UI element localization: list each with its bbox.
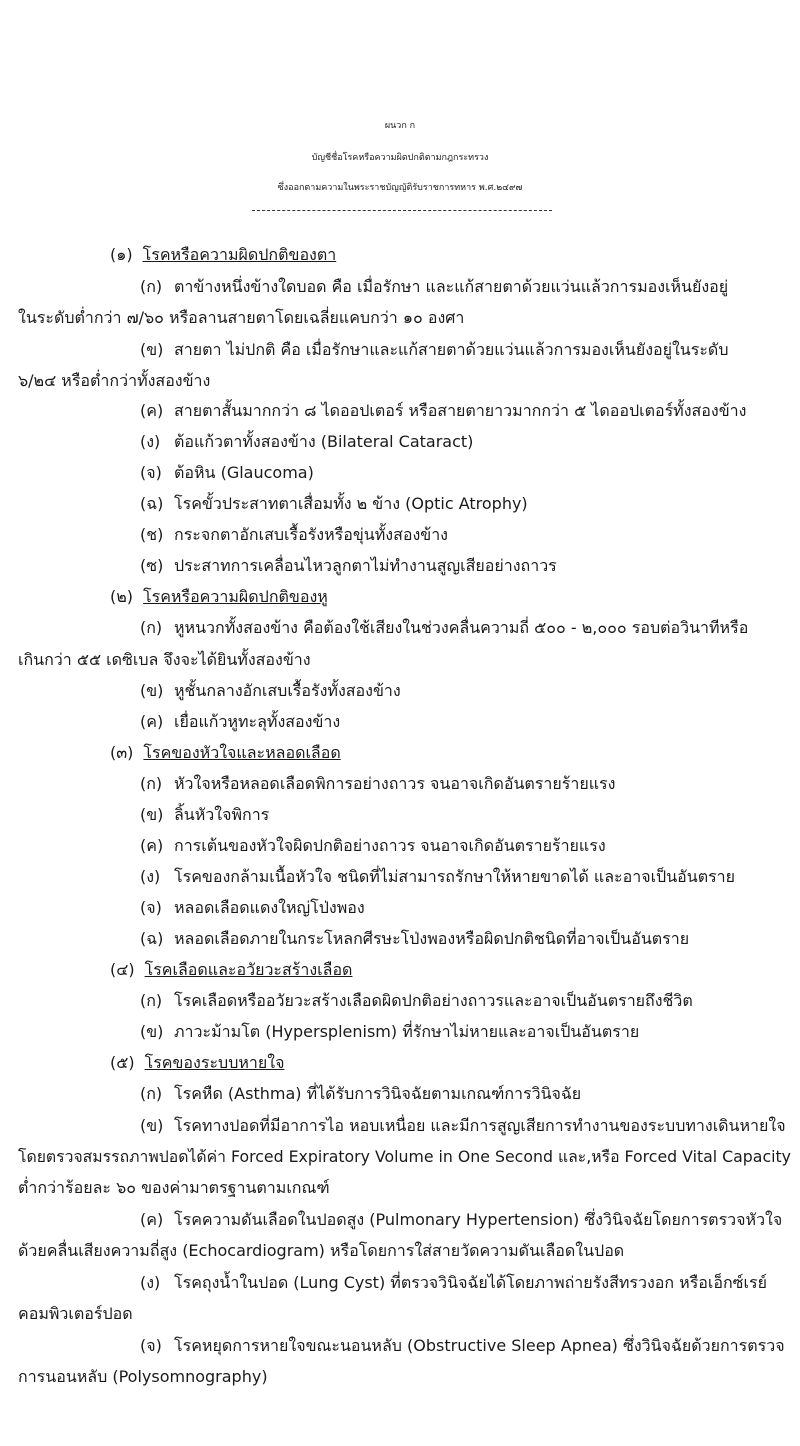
item-text: ตาข้างหนึ่งข้างใดบอด คือ เมื่อรักษา และแก้สายตาด้วยแว่นแล้วการมองเห็นยังอยู่ (174, 277, 729, 296)
item-label: (ซ) (140, 556, 164, 575)
item-text: กระจกตาอักเสบเรื้อรังหรือขุ่นทั้งสองข้าง (174, 525, 448, 544)
item-label: (ก) (140, 1084, 163, 1103)
item-text: ภาวะม้ามโต (Hypersplenism) ที่รักษาไม่หายและอาจเป็นอันตราย (174, 1022, 640, 1041)
item-text: โรคของกล้ามเนื้อหัวใจ ชนิดที่ไม่สามารถรักษาให้หายขาดได้ และอาจเป็นอันตราย (174, 867, 736, 886)
item-label: (ค) (140, 712, 164, 731)
list-item (140, 773, 615, 795)
item-text: หลอดเลือดแดงใหญ่โป่งพอง (174, 898, 365, 917)
list-item (140, 524, 448, 546)
section-heading (110, 1052, 284, 1074)
item-continuation: ๖/๒๔ หรือต่ำกว่าทั้งสองข้าง (18, 371, 211, 390)
list-item (140, 680, 401, 702)
section-number: (๕) (110, 1053, 135, 1072)
item-label: (ก) (140, 991, 163, 1010)
item-label: (ง) (140, 1273, 161, 1292)
list-item (140, 1115, 786, 1137)
item-label: (ฉ) (140, 929, 164, 948)
list-item (140, 339, 728, 361)
item-label: (ก) (140, 774, 163, 793)
section-heading (110, 586, 328, 608)
item-text: ประสาทการเคลื่อนไหวลูกตาไม่ทำงานสูญเสียอย่างถาวร (174, 556, 557, 575)
list-item (140, 928, 689, 950)
document-title: บัญชีชื่อโรคหรือความผิดปกติตามกฎกระทรวง (311, 153, 489, 163)
section-number: (๒) (110, 587, 134, 606)
item-text: โรคหยุดการหายใจขณะนอนหลับ (Obstructive Sleep Apnea) ซึ่งวินิจฉัยด้วยการตรวจ (174, 1336, 785, 1355)
list-item (140, 711, 340, 733)
item-text: สายตา ไม่ปกติ คือ เมื่อรักษาและแก้สายตาด้วยแว่นแล้วการมองเห็นยังอยู่ในระดับ (174, 340, 729, 359)
item-text: หัวใจหรือหลอดเลือดพิการอย่างถาวร จนอาจเกิดอันตรายร้ายแรง (174, 774, 616, 793)
item-text: โรคขั้วประสาทตาเสื่อมทั้ง ๒ ข้าง (Optic Atrophy) (174, 494, 528, 513)
item-label: (ข) (140, 1116, 164, 1135)
section-heading (110, 244, 336, 266)
item-text: ต้อแก้วตาทั้งสองข้าง (Bilateral Cataract) (174, 432, 474, 451)
list-item (140, 1083, 581, 1105)
item-label: (ข) (140, 681, 164, 700)
item-continuation: เกินกว่า ๕๕ เดซิเบล จึงจะได้ยินทั้งสองข้าง (18, 650, 311, 669)
item-label: (ก) (140, 277, 163, 296)
list-item (140, 431, 473, 453)
list-item (140, 990, 693, 1012)
item-continuation: ด้วยคลื่นเสียงความถี่สูง (Echocardiogram) หรือโดยการใส่สายวัดความดันเลือดในปอด (18, 1241, 625, 1260)
item-label: (จ) (140, 1336, 162, 1355)
item-text: สายตาสั้นมากกว่า ๘ ไดออปเตอร์ หรือสายตายาวมากกว่า ๕ ไดออปเตอร์ทั้งสองข้าง (174, 401, 747, 420)
item-label: (ก) (140, 618, 163, 637)
item-label: (จ) (140, 463, 162, 482)
dashed-divider (252, 210, 552, 211)
item-text: หูชั้นกลางอักเสบเรื้อรังทั้งสองข้าง (174, 681, 401, 700)
section-number: (๑) (110, 245, 133, 264)
item-label: (ช) (140, 525, 164, 544)
item-label: (ข) (140, 1022, 164, 1041)
item-label: (ข) (140, 805, 164, 824)
item-text: โรคทางปอดที่มีอาการไอ หอบเหนื่อย และมีการสูญเสียการทำงานของระบบทางเดินหายใจ (174, 1116, 786, 1135)
section-title: โรคเลือดและอวัยวะสร้างเลือด (144, 960, 353, 979)
item-label: (ค) (140, 401, 164, 420)
list-item (140, 555, 557, 577)
list-item (140, 866, 735, 888)
item-continuation: คอมพิวเตอร์ปอด (18, 1304, 133, 1323)
list-item (140, 897, 365, 919)
section-title: โรคหรือความผิดปกติของตา (142, 245, 337, 264)
list-item (140, 835, 606, 857)
list-item (140, 1335, 785, 1357)
list-item (140, 462, 314, 484)
item-label: (ฉ) (140, 494, 164, 513)
section-heading (110, 959, 352, 981)
annex-label: ผนวก ก (384, 121, 416, 131)
item-text: หลอดเลือดภายในกระโหลกศีรษะโป่งพองหรือผิดปกติชนิดที่อาจเป็นอันตราย (174, 929, 690, 948)
item-continuation: โดยตรวจสมรรถภาพปอดได้ค่า Forced Expiratory Volume in One Second และ,หรือ Forced Vital Capacity (18, 1147, 791, 1166)
list-item (140, 276, 728, 298)
item-label: (จ) (140, 898, 162, 917)
list-item (140, 804, 269, 826)
item-text: หูหนวกทั้งสองข้าง คือต้องใช้เสียงในช่วงคลื่นความถี่ ๕๐๐ - ๒,๐๐๐ รอบต่อวินาทีหรือ (174, 618, 749, 637)
item-label: (ง) (140, 432, 161, 451)
list-item (140, 617, 748, 639)
item-label: (ข) (140, 340, 164, 359)
item-continuation: ในระดับต่ำกว่า ๗/๖๐ หรือลานสายตาโดยเฉลี่ยแคบกว่า ๑๐ องศา (18, 308, 465, 327)
item-text: โรคหืด (Asthma) ที่ได้รับการวินิจฉัยตามเกณฑ์การวินิจฉัย (174, 1084, 582, 1103)
list-item (140, 1209, 782, 1231)
item-text: โรคเลือดหรืออวัยวะสร้างเลือดผิดปกติอย่างถาวรและอาจเป็นอันตรายถึงชีวิต (174, 991, 693, 1010)
section-number: (๔) (110, 960, 135, 979)
item-text: ลิ้นหัวใจพิการ (174, 805, 270, 824)
list-item (140, 1272, 767, 1294)
item-text: โรคถุงน้ำในปอด (Lung Cyst) ที่ตรวจวินิจฉัยได้โดยภาพถ่ายรังสีทรวงอก หรือเอ็กซ์เรย์ (174, 1273, 767, 1292)
item-label: (ค) (140, 836, 164, 855)
item-continuation: ต่ำกว่าร้อยละ ๖๐ ของค่ามาตรฐานตามเกณฑ์ (18, 1178, 330, 1197)
list-item (140, 493, 528, 515)
section-title: โรคของหัวใจและหลอดเลือด (143, 743, 341, 762)
item-text: การเต้นของหัวใจผิดปกติอย่างถาวร จนอาจเกิดอันตรายร้ายแรง (174, 836, 606, 855)
section-heading (110, 742, 341, 764)
section-number: (๓) (110, 743, 134, 762)
section-title: โรคหรือความผิดปกติของหู (143, 587, 328, 606)
item-text: โรคความดันเลือดในปอดสูง (Pulmonary Hypertension) ซึ่งวินิจฉัยโดยการตรวจหัวใจ (174, 1210, 783, 1229)
section-title: โรคของระบบหายใจ (144, 1053, 285, 1072)
item-label: (ง) (140, 867, 161, 886)
list-item (140, 400, 746, 422)
item-text: เยื่อแก้วหูทะลุทั้งสองข้าง (174, 712, 341, 731)
list-item (140, 1021, 639, 1043)
item-text: ต้อหิน (Glaucoma) (174, 463, 314, 482)
item-label: (ค) (140, 1210, 164, 1229)
item-continuation: การนอนหลับ (Polysomnography) (18, 1367, 268, 1386)
document-subtitle: ซึ่งออกตามความในพระราชบัญญัติรับราชการทหาร พ.ศ.๒๔๙๗ (277, 183, 523, 193)
